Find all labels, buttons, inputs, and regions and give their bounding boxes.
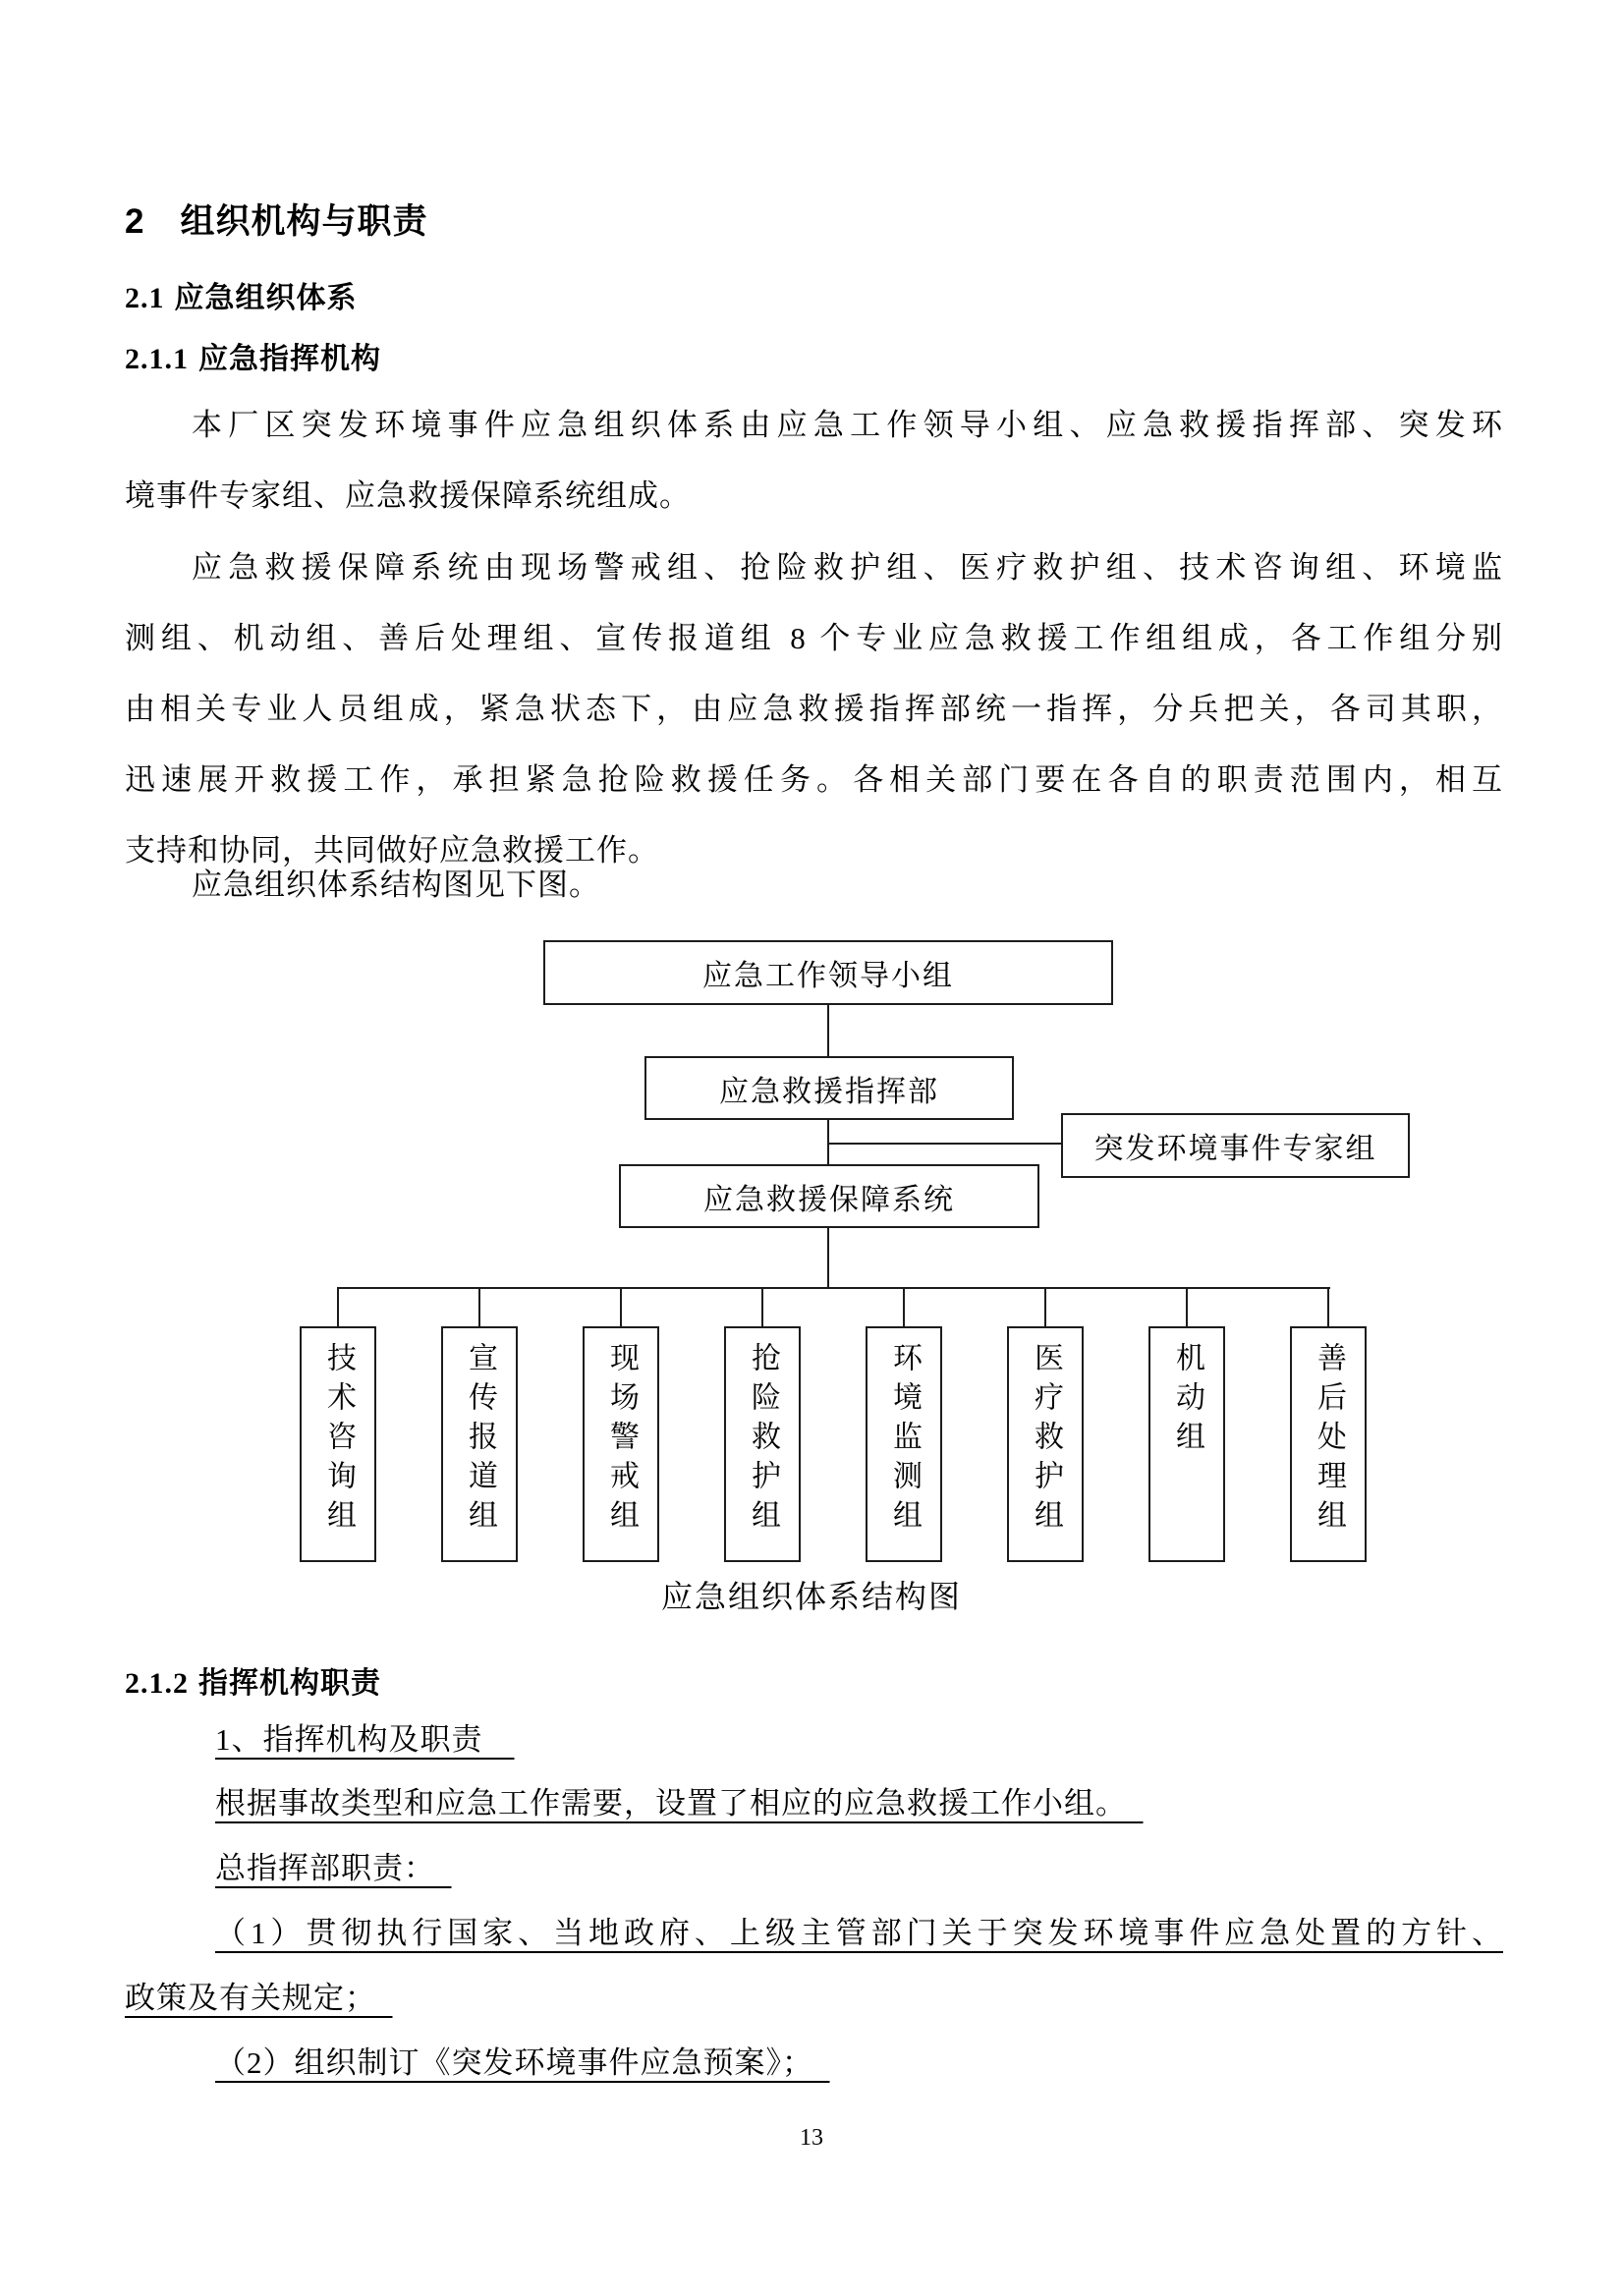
connector-drop-2: [478, 1287, 480, 1326]
diagram-box-command-label: 应急救援指挥部: [719, 1075, 939, 1108]
diagram-box-leader-group: [543, 940, 1113, 1005]
diagram-box-leader-label: 应急工作领导小组: [702, 960, 954, 992]
paragraph2-line1: 应急救援保障系统由现场警戒组、抢险救护组、医疗救护组、技术咨询组、环境监: [192, 550, 1503, 585]
connector-horizontal-bus: [338, 1287, 1330, 1289]
group-label-rescue: 抢险救护组: [747, 1342, 779, 1539]
paragraph3-line1: 应急组织体系结构图见下图。: [192, 868, 600, 902]
clause-line-6: （2）组织制订《突发环境事件应急预案》；: [215, 2045, 830, 2080]
diagram-group-box-6: [1007, 1326, 1084, 1562]
heading-2-1-2-title: 指挥机构职责: [198, 1667, 381, 1700]
clause-line-2: 根据事故类型和应急工作需要，设置了相应的应急救援工作小组。: [215, 1786, 1144, 1820]
group-label-aftermath: 善后处理组: [1313, 1342, 1345, 1539]
paragraph2-line4: 迅速展开救援工作，承担紧急抢险救援任务。各相关部门要在各自的职责范围内，相互: [125, 762, 1503, 797]
diagram-group-box-2: [441, 1326, 518, 1562]
diagram-box-support-system: [619, 1164, 1039, 1228]
heading-2-1-2: [125, 1658, 381, 1702]
connector-drop-8: [1327, 1287, 1329, 1326]
heading-chapter-title: 组织机构与职责: [180, 202, 428, 241]
connector-branch-to-expert: [828, 1143, 1061, 1145]
paragraph1-line2: 境事件专家组、应急救援保障系统组成。: [125, 478, 691, 513]
diagram-group-box-8: [1290, 1326, 1367, 1562]
heading-2-1-2-number: 2.1.2: [125, 1667, 189, 1700]
heading-chapter: [125, 195, 427, 244]
heading-2-1-1-title: 应急指挥机构: [198, 343, 381, 375]
paragraph2-line5: 支持和协同，共同做好应急救援工作。: [125, 833, 659, 868]
clause-line-5: 政策及有关规定；: [125, 1981, 393, 2015]
diagram-group-box-7: [1148, 1326, 1225, 1562]
clause-line-1: 1、指挥机构及职责: [215, 1722, 515, 1757]
group-label-env-monitoring: 环境监测组: [888, 1342, 921, 1539]
connector-drop-3: [620, 1287, 622, 1326]
diagram-group-box-1: [300, 1326, 376, 1562]
connector-support-to-bus: [827, 1228, 829, 1287]
diagram-box-expert-group: [1061, 1113, 1410, 1178]
diagram-box-expert-label: 突发环境事件专家组: [1093, 1133, 1377, 1165]
diagram-group-box-3: [583, 1326, 659, 1562]
group-label-publicity: 宣传报道组: [464, 1342, 496, 1539]
page-number: 13: [800, 2125, 823, 2151]
group-label-tech-consult: 技术咨询组: [322, 1342, 355, 1539]
diagram-caption: 应急组织体系结构图: [660, 1579, 962, 1614]
diagram-box-support-label: 应急救援保障系统: [703, 1183, 955, 1216]
heading-2-1-1-number: 2.1.1: [125, 343, 189, 375]
heading-2-1: [125, 273, 358, 316]
paragraph2-line3: 由相关专业人员组成，紧急状态下，由应急救援指挥部统一指挥，分兵把关，各司其职，: [125, 692, 1503, 726]
clause-line-4: （1）贯彻执行国家、当地政府、上级主管部门关于突发环境事件应急处置的方针、: [215, 1916, 1503, 1950]
diagram-box-command-center: [644, 1056, 1014, 1120]
paragraph1-line1: 本厂区突发环境事件应急组织体系由应急工作领导小组、应急救援指挥部、突发环: [192, 408, 1503, 442]
heading-chapter-number: 2: [125, 202, 145, 241]
connector-drop-5: [903, 1287, 905, 1326]
connector-drop-6: [1044, 1287, 1046, 1326]
connector-drop-1: [337, 1287, 339, 1326]
heading-2-1-1: [125, 334, 381, 377]
heading-2-1-title: 应急组织体系: [174, 282, 358, 314]
diagram-group-box-4: [724, 1326, 801, 1562]
clause-line-3: 总指挥部职责：: [215, 1851, 452, 1885]
connector-drop-4: [761, 1287, 763, 1326]
paragraph2-line2: 测组、机动组、善后处理组、宣传报道组 8 个专业应急救援工作组组成，各工作组分别: [125, 621, 1503, 655]
group-label-site-security: 现场警戒组: [605, 1342, 638, 1539]
group-label-mobile: 机动组: [1171, 1342, 1203, 1460]
group-label-medical: 医疗救护组: [1030, 1342, 1062, 1539]
connector-drop-7: [1186, 1287, 1188, 1326]
heading-2-1-number: 2.1: [125, 282, 165, 314]
org-structure-diagram: [0, 924, 1623, 1631]
connector-leader-to-command: [827, 1005, 829, 1056]
diagram-group-box-5: [866, 1326, 942, 1562]
